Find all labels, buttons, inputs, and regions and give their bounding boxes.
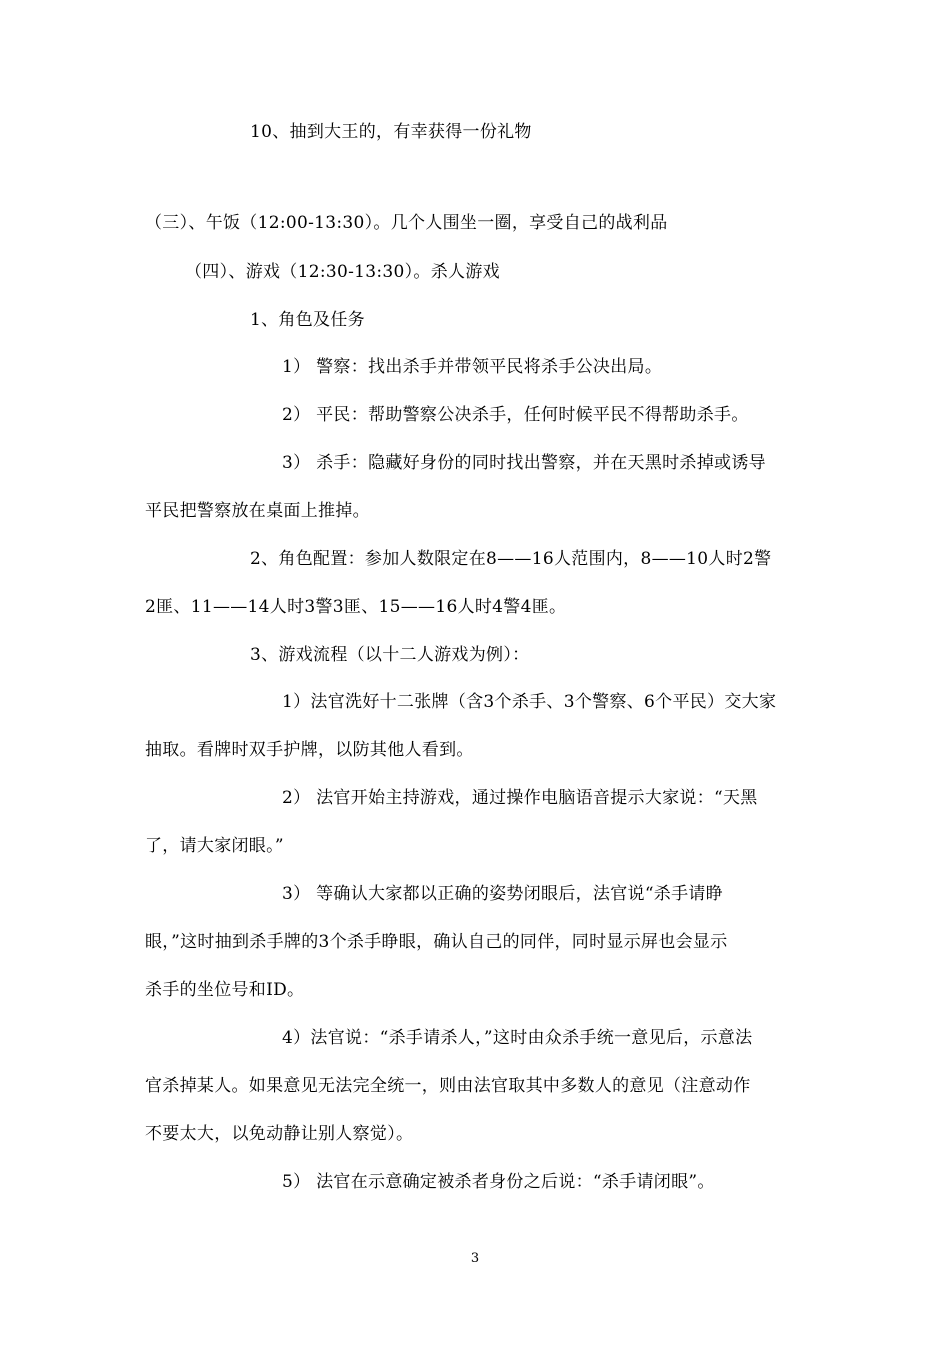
text-line: 杀手的坐位号和ID。 <box>145 980 305 1000</box>
text-line: 抽取。看牌时双手护牌，以防其他人看到。 <box>145 740 474 760</box>
text-line: 10、抽到大王的，有幸获得一份礼物 <box>250 122 532 142</box>
text-line: （三）、午饭（12:00-13:30）。几个人围坐一圈，享受自己的战利品 <box>145 213 668 233</box>
text-line: 不要太大，以免动静让别人察觉）。 <box>145 1124 414 1144</box>
text-line: 了，请大家闭眼。” <box>145 836 284 856</box>
text-line: 1、角色及任务 <box>250 310 365 330</box>
text-line: （四）、游戏（12:30-13:30）。杀人游戏 <box>185 262 500 282</box>
text-line: 官杀掉某人。如果意见无法完全统一，则由法官取其中多数人的意见（注意动作 <box>145 1076 751 1096</box>
page-number: 3 <box>470 1251 480 1266</box>
text-line: 3） 杀手：隐藏好身份的同时找出警察，并在天黑时杀掉或诱导 <box>282 453 766 473</box>
text-line: 1）法官洗好十二张牌（含3个杀手、3个警察、6个平民）交大家 <box>282 692 777 712</box>
text-line: 4）法官说：“杀手请杀人，”这时由众杀手统一意见后，示意法 <box>282 1028 753 1048</box>
text-line: 5） 法官在示意确定被杀者身份之后说：“杀手请闭眼”。 <box>282 1172 715 1192</box>
text-line: 1） 警察：找出杀手并带领平民将杀手公决出局。 <box>282 357 663 377</box>
text-line: 3） 等确认大家都以正确的姿势闭眼后，法官说“杀手请睁 <box>282 884 724 904</box>
text-line: 2匪、11——14人时3警3匪、15——16人时4警4匪。 <box>145 597 567 617</box>
text-line: 眼，”这时抽到杀手牌的3个杀手睁眼，确认自己的同伴，同时显示屏也会显示 <box>145 932 728 952</box>
text-line: 2） 平民：帮助警察公决杀手，任何时候平民不得帮助杀手。 <box>282 405 749 425</box>
text-line: 3、游戏流程（以十二人游戏为例）： <box>250 645 530 665</box>
text-line: 2、角色配置：参加人数限定在8——16人范围内，8——10人时2警 <box>250 549 772 569</box>
text-line: 2） 法官开始主持游戏，通过操作电脑语音提示大家说：“天黑 <box>282 788 758 808</box>
text-line: 平民把警察放在桌面上推掉。 <box>145 501 370 521</box>
